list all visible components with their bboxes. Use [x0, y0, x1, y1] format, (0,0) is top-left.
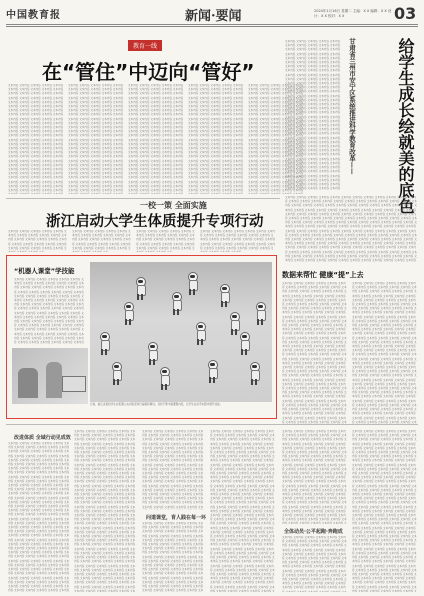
lead-col-6: 文本内容 文本内容 文本内容 文本内容 文本内容 文本内容 文本内容 文本内容 文本内容 文本内容 文本内容 文本内容 文本内容 文本内容 文本内容 文本内容 文本内容 文本内容 文本内容 文本内容 文本内容 文本内容 文本内容 文本内容 文本内容 文本内容 文本内容 文本内容 文本内容 文本内容 文本内容 文本内容 文本内容 文本内容 文本内容 文本内容 文本内容 文本内容 文本内容 文本内容 文本内容 文本内容 文本内容 文本内容 文本内容 文本内容 文本内容 文本内容 文本内容 文本内容 文本内容 文本内容 文本内容 文本内容 文本内容 文本内容 文本内容 文本内容 文本内容 文本内容 文本内容 文本内容 文本内容 文本内容 文本内容 文本内容 文本内容 文本内容 文本内容 文本内容 文本内容 文本内容 文本内容 文本内容 文本内容 文本内容 文本内容 文本内容 文本内容 文本内容 文本内容 文本内容 文本内容 文本内容 文本内容 文本内容 文本内容 文本内容 文本内容 文本内容 文本内容 文本内容 文本内容 文本内容 文本内容 文本内容 文本内容 文本内容 文本内容 文本内容 文本内容 文本内容 文本内容 文本内容 文本内容 文本内容 文本内容 文本内容 文本内容 文本内容 文本内容 文本内容 文本内容 文本内容 文本内容 文本内容 文本内容 文本内容 文本内容 文本内容 文本内容 文本内容 文本内容 文本内容 文本内容 文本内容 文本内容 文本内容 文本内容 文本内容 文本内容 文本内容 文本内容 文本内容 文本内容 文本内容 文本内容 文本内容 文本内容 文本内容 文本内容 文本内容 文本内容 文本内容 文本内容 文本内容 文本内容 文本内容 文本内容 文本内容 文本内容 文本内容 文本内容 文本内容 文本内容 文本内容 文本内容 文本内容 文本内容 文本内容 文本内容 文本内容 文本内容 文本内容 文本内容 文本内容 文本内容 文本内容 文本内容 文本内容 文本内容 文本内容 文本内容 文本内容 文本内容 文本内容 文本内容 文本内容 文本内容 文本内容 [285, 40, 341, 190]
header-rule-2 [6, 26, 418, 27]
header-rule [6, 24, 418, 25]
robot-photo [90, 262, 272, 402]
bottom-col-2: 文本内容 文本内容 文本内容 文本内容 文本内容 文本内容 文本内容 文本内容 文本内容 文本内容 文本内容 文本内容 文本内容 文本内容 文本内容 文本内容 文本内容 文本内容 文本内容 文本内容 文本内容 文本内容 文本内容 文本内容 文本内容 文本内容 文本内容 文本内容 文本内容 文本内容 文本内容 文本内容 文本内容 文本内容 文本内容 文本内容 文本内容 文本内容 文本内容 文本内容 文本内容 文本内容 文本内容 文本内容 文本内容 文本内容 文本内容 文本内容 文本内容 文本内容 文本内容 文本内容 文本内容 文本内容 文本内容 文本内容 文本内容 文本内容 文本内容 文本内容 文本内容 文本内容 文本内容 文本内容 文本内容 文本内容 文本内容 文本内容 文本内容 文本内容 文本内容 文本内容 文本内容 文本内容 文本内容 文本内容 文本内容 文本内容 文本内容 文本内容 文本内容 文本内容 文本内容 文本内容 文本内容 文本内容 文本内容 文本内容 文本内容 文本内容 文本内容 文本内容 文本内容 文本内容 文本内容 文本内容 文本内容 文本内容 文本内容 文本内容 文本内容 文本内容 文本内容 文本内容 文本内容 文本内容 文本内容 文本内容 文本内容 文本内容 文本内容 文本内容 文本内容 文本内容 文本内容 文本内容 文本内容 文本内容 文本内容 文本内容 文本内容 文本内容 文本内容 文本内容 文本内容 文本内容 文本内容 文本内容 文本内容 文本内容 文本内容 文本内容 文本内容 文本内容 文本内容 文本内容 文本内容 文本内容 文本内容 文本内容 文本内容 文本内容 文本内容 文本内容 文本内容 文本内容 文本内容 文本内容 文本内容 文本内容 文本内容 文本内容 文本内容 文本内容 文本内容 文本内容 文本内容 文本内容 文本内容 文本内容 文本内容 文本内容 文本内容 文本内容 文本内容 文本内容 文本内容 文本内容 文本内容 文本内容 文本内容 文本内容 文本内容 文本内容 文本内容 文本内容 文本内容 文本内容 文本内容 文本内容 文本内容 文本内容 文本内容 文本内容 文本内容 文本内容 文本内容 文本内容 文本内容 文本内容 文本内容 文本内容 文本内容 文本内容 文本内容 文本内容 文本内容 文本内容 文本内容 文本内容 文本内容 文本内容 文本内容 文本内容 文本内容 文本内容 文本内容 文本内容 文本内容 文本内容 文本内容 文本内容 文本内容 文本内容 文本 [74, 430, 136, 592]
second-col-3: 文本内容 文本内容 文本内容 文本内容 文本内容 文本内容 文本内容 文本内容 文本内容 文本内容 文本内容 文本内容 文本内容 文本内容 文本内容 文本内容 文本内容 文本内容 文本内容 文本内容 文本内容 文本内容 文本内容 文本内容 文本内容 文本内容 文 [136, 230, 195, 250]
right-col-1: 文本内容 文本内容 文本内容 文本内容 文本内容 文本内容 文本内容 文本内容 文本内容 文本内容 文本内容 文本内容 文本内容 文本内容 文本内容 文本内容 文本内容 文本内容 文本内容 文本内容 文本内容 文本内容 文本内容 文本内容 文本内容 文本内容 文本内容 文本内容 文本内容 文本内容 文本内容 文本内容 文本内容 文本内容 文本内容 文本内容 文本内容 文本内容 文本内容 文本内容 文本内容 文本内容 文本内容 文本内容 文本内容 文本内容 文本内容 文本内容 文本内容 文本内容 文本内容 文本内容 文本内容 文本内容 文本内容 文本内容 文本内容 文本内容 文本内容 文本内容 文本内容 文本内容 文本内容 文本内容 文本内容 文本内容 文本内容 文本内容 文本内容 文本内容 文本内容 文本内容 文本内容 文本内容 文本内容 文本内容 文本内容 文本内容 文本内容 文本内容 文本内容 文本内容 文本内容 文本内容 文本内容 文本内容 文本内容 文本内容 文本内容 文本内容 文本内容 文本内容 文本内容 文本内容 文本内容 文本内容 文本内容 文本内容 文本内容 文本内容 文本内容 文本内容 文本内容 文本内容 文本内容 文本内容 文本内容 文本内容 文本内容 文本内容 文本内容 文本内容 文本内容 文本内容 文本内容 文本内容 文本内容 文本内容 文本内容 文本内容 文本内容 文本内容 文本内容 文本内容 文本内容 文本内容 文本内容 文本内容 文本内容 文本内容 文本内容 文本内容 文本内容 文本内容 文本内容 文本内容 文本内容 文本内容 文本内容 文本内容 文本内容 文本内容 文本内容 文本内容 文本内容 文本内容 文本内容 文本内容 文本内容 文本内容 文本内容 文本内容 文本内容 文本内容 文本内容 文本内容 文本内容 文本内容 文本内容 文本内容 文本内容 文本内容 文本内容 文本内容 文本内容 文本内容 文本内容 文本内容 文本内容 文本内容 文本内容 文本内容 文本内容 文本内容 文本内容 文本内容 文本内容 文本内容 文本内容 文本内容 文本内容 文本内容 文本内容 文本内容 文本内容 文本内容 文本内容 文本内容 文本内容 文本内容 文本内容 文本内容 文本内容 文本内容 文本内容 文本 [282, 282, 347, 424]
vertical-subtitle: 甘肃省兰州市安宁区系统推进科学教育改革—— [348, 38, 356, 175]
bottom-col-6: 文本内容 文本内容 文本内容 文本内容 文本内容 文本内容 文本内容 文本内容 文本内容 文本内容 文本内容 文本内容 文本内容 文本内容 文本内容 文本内容 文本内容 文本内容 文本内容 文本内容 文本内容 文本内容 文本内容 文本内容 文本内容 文本内容 文本内容 文本内容 文本内容 文本内容 文本内容 文本内容 文本内容 文本内容 文本内容 文本内容 文本内容 文本内容 文本内容 文本内容 文本内容 文本内容 文本内容 文本内容 文本内容 文本内容 文本内容 文本内容 文本内容 文本内容 文本内容 文本内容 文本内容 文本内容 文本内容 文本内容 文本内容 文本内容 文本内容 文本内容 文本内容 文本内容 文本内容 文本内容 文本内容 文本内容 文本内容 文本内容 文本内容 文本内容 文本内容 文本内容 文本内容 文本内容 文本内容 文本内容 文本内容 文本内容 文本内容 文本内容 文本内容 文本内容 文本内容 文本内容 文本内容 文本内容 文本内容 文本内容 文本内容 文本内容 文本内容 文本内容 文本内容 文本内容 文本内容 文本内容 文本内容 文本内容 文本内容 文本内容 文本内容 文本内容 文本内容 文本内容 文本内容 文本内容 文本内容 文本内容 文本内容 文本内容 文本内容 文本内容 文本内容 文本内容 文本内容 文本内容 文本内容 文本内容 文本内容 文本内容 文本内容 文本内容 文本内容 文本内容 文本内容 文本内容 文本内容 文本内容 文本内容 文本内容 文本内容 文本内容 文 [282, 430, 347, 524]
bottom-col-7: 文本内容 文本内容 文本内容 文本内容 文本内容 文本内容 文本内容 文本内容 文本内容 文本内容 文本内容 文本内容 文本内容 文本内容 文本内容 文本内容 文本内容 文本内容 文本内容 文本内容 文本内容 文本内容 文本内容 文本内容 文本内容 文本内容 文本内容 文本内容 文本内容 文本内容 文本内容 文本内容 文本内容 文本内容 文本内容 文本内容 文本内容 文本内容 文本内容 文本内容 文本内容 文本内容 文本内容 文本内容 文本内容 文本内容 文本内容 文本内容 文本内容 文本内容 文本内容 文本内容 文本内容 文本内容 文本内容 文本内容 文本内容 文本内容 文本内容 文本内容 文本内容 文本内容 文本内容 文本内容 文本内容 文本内容 文本内容 文本内容 文本内容 文本内容 文本内容 文本内容 文本内容 文本内容 文本内 [282, 536, 347, 590]
featured-text: 文本内容 文本内容 文本内容 文本内容 文本内容 文本内容 文本内容 文本内容 文本内容 文本内容 文本内容 文本内容 文本内容 文本内容 文本内容 文本内容 文本内容 文本内容 文本内容 文本内容 文本内容 文本内容 文本内容 文本内容 文本内容 文本内容 文本内容 文本内容 文本内容 文本内容 文本内容 文本内容 文本内容 文本内容 文本内容 文本内容 文本内容 文本内容 文本内容 文本内容 文本内容 文本内容 文本内容 文本内容 文本内容 文本内容 文本内容 文本内容 文本内容 文本内容 文本内容 文本内容 文本内容 文本内容 文本内容 文本内容 文本内容 文本内容 文本内容 文本内容 文本内容 文本内容 文本内容 文本内容 文本内容 文本内容 文本内容 文本内容 文本内容 文本内容 文本内容 文本内容 文本内容 文本内容 文本内容 文本内容 文本内容 文本内容 文本内容 文本内容 文本内容 文本内容 文本内容 文本内容 文本内容 文本内容 文本内容 文本内容 文本内容 文本内容 文本内容 文本内容 文本内容 文本内容 文本内容 文本内容 文本内容 文本内容 文本内容 文本内容 [14, 278, 84, 344]
bottom-col-4: 文本内容 文本内容 文本内容 文本内容 文本内容 文本内容 文本内容 文本内容 文本内容 文本内容 文本内容 文本内容 文本内容 文本内容 文本内容 文本内容 文本内容 文本内容 文本内容 文本内容 文本内容 文本内容 文本内容 文本内容 文本内容 文本内容 文本内容 文本内容 文本内容 文本内容 文本内容 文本内容 文本内容 文本内容 文本内容 文本内容 文本内容 文本内容 文本内容 文本内容 文本内容 文本内容 文本内容 文本内容 文本内容 文本内容 文本内容 文本内容 文本内容 文本内容 文本内容 文本内容 文本内容 文本内容 文本内容 文本内容 文本内容 文本内容 文本内容 文本内容 文本内容 文本内容 文本内容 文本内容 文本内容 文本内容 文本内容 文本内容 文本内容 文本内容 文本内容 文本内容 文本内容 文本内容 文本内容 文本内容 文本内容 文本内容 文本内容 文本内容 文本内容 文本内容 文本内容 文本内容 文本内容 文本内容 文本内容 文本内容 文本内容 文本内容 文本内容 文本内容 文本内容 文本 [142, 522, 204, 592]
lead-tag: 教育一线 [128, 40, 162, 51]
bottom-col-3: 文本内容 文本内容 文本内容 文本内容 文本内容 文本内容 文本内容 文本内容 文本内容 文本内容 文本内容 文本内容 文本内容 文本内容 文本内容 文本内容 文本内容 文本内容 文本内容 文本内容 文本内容 文本内容 文本内容 文本内容 文本内容 文本内容 文本内容 文本内容 文本内容 文本内容 文本内容 文本内容 文本内容 文本内容 文本内容 文本内容 文本内容 文本内容 文本内容 文本内容 文本内容 文本内容 文本内容 文本内容 文本内容 文本内容 文本内容 文本内容 文本内容 文本内容 文本内容 文本内容 文本内容 文本内容 文本内容 文本内容 文本内容 文本内容 文本内容 文本内容 文本内容 文本内容 文本内容 文本内容 文本内容 文本内容 文本内容 文本内容 文本内容 文本内容 文本内容 文本内容 文本内容 文本内容 文本内容 文本内容 文本内容 文本内容 文本内容 文本内容 文本内容 文本内容 文本内容 文本内容 文本内容 文本内容 文本内容 文本内容 文本内容 文本内容 文本内容 文本内容 文本内容 文本内容 文本内容 文本内容 文本内容 文本内容 文本内容 文本内容 文本内容 文本内容 文本内容 文本内容 文本 [142, 430, 204, 509]
right-col-2: 文本内容 文本内容 文本内容 文本内容 文本内容 文本内容 文本内容 文本内容 文本内容 文本内容 文本内容 文本内容 文本内容 文本内容 文本内容 文本内容 文本内容 文本内容 文本内容 文本内容 文本内容 文本内容 文本内容 文本内容 文本内容 文本内容 文本内容 文本内容 文本内容 文本内容 文本内容 文本内容 文本内容 文本内容 文本内容 文本内容 文本内容 文本内容 文本内容 文本内容 文本内容 文本内容 文本内容 文本内容 文本内容 文本内容 文本内容 文本内容 文本内容 文本内容 文本内容 文本内容 文本内容 文本内容 文本内容 文本内容 文本内容 文本内容 文本内容 文本内容 文本内容 文本内容 文本内容 文本内容 文本内容 文本内容 文本内容 文本内容 文本内容 文本内容 文本内容 文本内容 文本内容 文本内容 文本内容 文本内容 文本内容 文本内容 文本内容 文本内容 文本内容 文本内容 文本内容 文本内容 文本内容 文本内容 文本内容 文本内容 文本内容 文本内容 文本内容 文本内容 文本内容 文本内容 文本内容 文本内容 文本内容 文本内容 文本内容 文本内容 文本内容 文本内容 文本内容 文本内容 文本内容 文本内容 文本内容 文本内容 文本内容 文本内容 文本内容 文本内容 文本内容 文本内容 文本内容 文本内容 文本内容 文本内容 文本内容 文本内容 文本内容 文本内容 文本内容 文本内容 文本内容 文本内容 文本内容 文本内容 文本内容 文本内容 文本内容 文本内容 文本内容 文本内容 文本内容 文本内容 文本内容 文本内容 文本内容 文本内容 文本内容 文本内容 文本内容 文本内容 文本内容 文本内容 文本内容 文本内容 文本内容 文本内容 文本内容 文本内容 文本内容 文本内容 文本内容 文本内容 文本内容 文本内容 文本内容 文本内容 文本内容 文本内容 文本内容 文本内容 文本内容 文本内容 文本内容 文本内容 文本内容 文本内容 文本内容 文本内容 文本内容 文本内容 文本内容 文本内容 文本内容 文本内容 文本内容 文本内容 文本内容 文本内容 文本内容 文本内容 文本内容 文本内容 文本内容 文本内容 文本内容 文本内容 文本内容 文本内容 文本内容 文本内容 文本内容 文本 [352, 282, 417, 424]
bottom-col-8: 文本内容 文本内容 文本内容 文本内容 文本内容 文本内容 文本内容 文本内容 文本内容 文本内容 文本内容 文本内容 文本内容 文本内容 文本内容 文本内容 文本内容 文本内容 文本内容 文本内容 文本内容 文本内容 文本内容 文本内容 文本内容 文本内容 文本内容 文本内容 文本内容 文本内容 文本内容 文本内容 文本内容 文本内容 文本内容 文本内容 文本内容 文本内容 文本内容 文本内容 文本内容 文本内容 文本内容 文本内容 文本内容 文本内容 文本内容 文本内容 文本内容 文本内容 文本内容 文本内容 文本内容 文本内容 文本内容 文本内容 文本内容 文本内容 文本内容 文本内容 文本内容 文本内容 文本内容 文本内容 文本内容 文本内容 文本内容 文本内容 文本内容 文本内容 文本内容 文本内容 文本内容 文本内容 文本内容 文本内容 文本内容 文本内容 文本内容 文本内容 文本内容 文本内容 文本内容 文本内容 文本内容 文本内容 文本内容 文本内容 文本内容 文本内容 文本内容 文本内容 文本内容 文本内容 文本内容 文本内容 文本内容 文本内容 文本内容 文本内容 文本内容 文本内容 文本内容 文本内容 文本内容 文本内容 文本内容 文本内容 文本内容 文本内容 文本内容 文本内容 文本内容 文本内容 文本内容 文本内容 文本内容 文本内容 文本内容 文本内容 文本内容 文本内容 文本内容 文本内容 文本内容 文本内容 文本内容 文本内容 文本内容 文本内容 文本内容 文本内容 文本内容 文本内容 文本内容 文本内容 文本内容 文本内容 文本内容 文本内容 文本内容 文本内容 文本内容 文本内容 文本内容 文本内容 文本内容 文本内容 文本内容 文本内容 文本内容 文本内容 文本内容 文本内容 文本内容 文本内容 文本内容 文本内容 文本内容 文本内容 文本内容 文本内容 文本内容 文本内容 文本内容 文本内容 文本内容 文本内容 文本内容 文本内容 文本内容 文本内容 文本内容 文本内容 文本内容 文本内容 文本内容 文本内容 文本内容 文本内容 文本内容 文本内容 文本内容 文本内容 文本内容 文本内容 文本内容 文本内容 文本内容 文本内容 文本内容 文本内容 文本内容 文本内容 文本内容 文本内容 文本内容 文本内容 文本内容 文本内容 文本内容 文本内容 文本内容 文本内容 文本内容 文本内容 文本内容 文本内容 文本内容 文本内容 文本内容 文本内容 文本内容 文本内容 文本内容 文本内容 文本内容 文本内容 文本内容 文本内容 文本内容 文本内容 文本内容 文本内容 文 [352, 430, 417, 592]
bottom-headline-1: 改进体质 全域行动见成效 [14, 435, 71, 441]
bottom-divider [6, 424, 418, 425]
header-meta: 2024年1月16日 星期二 主编：X X 编辑：X X 设计：X X 校对：X X [314, 9, 392, 18]
page-number: 03 [394, 4, 417, 23]
lead-headline: 在“管住”中迈向“管好” [42, 60, 255, 84]
vertical-story-col: 文本内容 文本内容 文本内容 文本内容 文本内容 文本内容 文本内容 文本内容 文本内容 文本内容 文本内容 文本内容 文本内容 文本内容 文本内容 文本内容 文本内容 文本内容 文本内容 文本内容 文本内容 文本内容 文本内容 文本内容 文本内容 文本内容 文本内容 文本内容 文本内容 文本内容 文本内容 文本内容 文本内容 文本内容 文本内容 文本内容 文本内容 文本内容 文本内容 文本内容 文本内容 文本内容 文本内容 文本内容 文本内容 文本内容 文本内容 文本内容 文本内容 文本内容 文本内容 文本内容 文本内容 文本内容 文本内容 文本内容 文本内容 文本内容 文本内容 文本内容 文本内容 文本内容 文本内容 文本内容 文本内容 文本内容 文本内容 文本内容 文本内容 文本内容 文本内容 文本内容 文本内容 文本内容 文本内容 文本内容 文本内容 文本内容 文本内容 文本内容 文本内容 文本内容 文本内容 文本内容 文本内容 文本内容 文本内容 文本内容 文本内容 文本内容 文本内容 文本内容 文本内容 文本内容 文本内容 文本内容 文本内容 文本内容 文本内容 文本内容 文本内容 文本内容 文本内容 文本内容 文本内容 文本内容 文本内容 文本内容 文本内容 文本内容 文本内容 文本内容 文本内容 文本内容 文本内容 文本内容 文本内容 文本内容 文本内容 文本内容 文本内容 文本内容 文本内容 文本内容 文本内容 文本内容 文本内容 文本内容 文本内容 文本内容 文本内容 文本内容 文本内容 文本内容 文本内容 文本内容 文本内容 文本内容 文本内容 文本内容 文本内容 文本内容 文本内容 文本内容 文本内容 文本内容 文本内容 文本内容 文本内容 文本内容 文本内容 文本内容 文本内容 文本内容 文本内容 文本内容 文本内容 文本内容 文本内容 文本内容 文本内容 文本内容 文本内容 文本内容 文本内容 文本内容 文本内容 文本内容 文本内容 文本内容 文本内容 文本内容 文本内容 文本内容 文本内容 文本内容 文本内容 文本内容 文本内容 文本内容 文本内容 文本内容 文本内容 文本内容 文本内容 文本内容 文本内容 文本内容 [285, 196, 417, 262]
lead-col-5: 文本内容 文本内容 文本内容 文本内容 文本内容 文本内容 文本内容 文本内容 文本内容 文本内容 文本内容 文本内容 文本内容 文本内容 文本内容 文本内容 文本内容 文本内容 文本内容 文本内容 文本内容 文本内容 文本内容 文本内容 文本内容 文本内容 文本内容 文本内容 文本内容 文本内容 文本内容 文本内容 文本内容 文本内容 文本内容 文本内容 文本内容 文本内容 文本内容 文本内容 文本内容 文本内容 文本内容 文本内容 文本内容 文本内容 文本内容 文本内容 文本内容 文本内容 文本内容 文本内容 文本内容 文本内容 文本内容 文本内容 文本内容 文本内容 文本内容 文本内容 文本内容 文本内容 文本内容 文本内容 文本内容 文本内容 文本内容 文本内容 文本内容 文本内容 文本内容 文本内容 文本内容 文本内容 文本内容 文本内容 文本内容 文本内容 文本内容 文本内容 文本内容 文本内容 文本内容 文本内容 文本内容 文本内容 文本内容 文本内容 文本内容 文本内容 文本内容 文本内容 文本内容 文本内容 文本内容 文本内容 文本内容 文本内容 文本内容 文本内容 文本内容 文本内容 文本内容 文本内容 文本内容 文本内容 文本内容 文本内容 文本内容 文本内容 文本内容 文本内容 文本内容 文本内容 文本内容 文本内容 文本内容 文本内容 文本内容 文本内容 文本内容 文本内容 文本内容 文本内容 文本内容 文本内容 文本内容 文本内容 文本内容 文本内容 [248, 84, 304, 193]
classroom-photo [12, 348, 88, 404]
second-col-2: 文本内容 文本内容 文本内容 文本内容 文本内容 文本内容 文本内容 文本内容 文本内容 文本内容 文本内容 文本内容 文本内容 文本内容 文本内容 文本内容 文本内容 文本内容 文本内容 文本内容 文本内容 文本内容 文本内容 文本内容 文本内容 文本内容 文 [72, 230, 131, 250]
right-story-headline: 数据来帮忙 健康“提”上去 [282, 271, 364, 279]
second-col-1: 文本内容 文本内容 文本内容 文本内容 文本内容 文本内容 文本内容 文本内容 文本内容 文本内容 文本内容 文本内容 文本内容 文本内容 文本内容 文本内容 文本内容 文本内容 文本内容 文本内容 文本内容 文本内容 文本内容 文本内容 文本内容 文本内容 文 [8, 230, 67, 250]
lead-col-1: 文本内容 文本内容 文本内容 文本内容 文本内容 文本内容 文本内容 文本内容 文本内容 文本内容 文本内容 文本内容 文本内容 文本内容 文本内容 文本内容 文本内容 文本内容 文本内容 文本内容 文本内容 文本内容 文本内容 文本内容 文本内容 文本内容 文本内容 文本内容 文本内容 文本内容 文本内容 文本内容 文本内容 文本内容 文本内容 文本内容 文本内容 文本内容 文本内容 文本内容 文本内容 文本内容 文本内容 文本内容 文本内容 文本内容 文本内容 文本内容 文本内容 文本内容 文本内容 文本内容 文本内容 文本内容 文本内容 文本内容 文本内容 文本内容 文本内容 文本内容 文本内容 文本内容 文本内容 文本内容 文本内容 文本内容 文本内容 文本内容 文本内容 文本内容 文本内容 文本内容 文本内容 文本内容 文本内容 文本内容 文本内容 文本内容 文本内容 文本内容 文本内容 文本内容 文本内容 文本内容 文本内容 文本内容 文本内容 文本内容 文本内容 文本内容 文本内容 文本内容 文本内容 文本内容 文本内容 文本内容 文本内容 文本内容 文本内容 文本内容 文本内容 文本内容 文本内容 文本内容 文本内容 文本内容 文本内容 文本内容 文本内容 文本内容 文本内容 文本内容 文本内容 文本内容 文本内容 文本内容 文本内容 文本内容 文本内容 文本内容 文本内容 文本内容 文本内容 文本内容 文本内容 文本内容 文本内容 文本内容 文本内容 文本内容 [8, 84, 64, 193]
section-title: 新闻·要闻 [185, 9, 242, 24]
second-kicker: 一校一策 全面实施 [140, 201, 207, 210]
featured-caption: 日前，浙江省某校学生在机器人实训室里进行编程和调试。该校不断丰富课程内容，让学生在动手实践中提升技能。 [90, 403, 223, 406]
divider [6, 198, 280, 199]
bottom-headline-3: 全体动员·公平起跑·奔跑成 [284, 529, 343, 535]
bottom-headline-2: 问道课堂，育人践在每一环 [146, 515, 207, 521]
second-headline: 浙江启动大学生体质提升专项行动 [46, 214, 264, 230]
vertical-headline: 给学生成长绘就美的底色 [396, 38, 415, 214]
lead-col-4: 文本内容 文本内容 文本内容 文本内容 文本内容 文本内容 文本内容 文本内容 文本内容 文本内容 文本内容 文本内容 文本内容 文本内容 文本内容 文本内容 文本内容 文本内容 文本内容 文本内容 文本内容 文本内容 文本内容 文本内容 文本内容 文本内容 文本内容 文本内容 文本内容 文本内容 文本内容 文本内容 文本内容 文本内容 文本内容 文本内容 文本内容 文本内容 文本内容 文本内容 文本内容 文本内容 文本内容 文本内容 文本内容 文本内容 文本内容 文本内容 文本内容 文本内容 文本内容 文本内容 文本内容 文本内容 文本内容 文本内容 文本内容 文本内容 文本内容 文本内容 文本内容 文本内容 文本内容 文本内容 文本内容 文本内容 文本内容 文本内容 文本内容 文本内容 文本内容 文本内容 文本内容 文本内容 文本内容 文本内容 文本内容 文本内容 文本内容 文本内容 文本内容 文本内容 文本内容 文本内容 文本内容 文本内容 文本内容 文本内容 文本内容 文本内容 文本内容 文本内容 文本内容 文本内容 文本内容 文本内容 文本内容 文本内容 文本内容 文本内容 文本内容 文本内容 文本内容 文本内容 文本内容 文本内容 文本内容 文本内容 文本内容 文本内容 文本内容 文本内容 文本内容 文本内容 文本内容 文本内容 文本内容 文本内容 文本内容 文本内容 文本内容 文本内容 文本内容 文本内容 文本内容 文本内容 文本内容 文本内容 文本内容 文本内容 [188, 84, 244, 193]
masthead: 中国教育报 [6, 10, 61, 21]
second-col-4: 文本内容 文本内容 文本内容 文本内容 文本内容 文本内容 文本内容 文本内容 文本内容 文本内容 文本内容 文本内容 文本内容 文本内容 文本内容 文本内容 文本内容 文本内容 文本内容 文本内容 文本内容 文本内容 文本内容 文本内容 文本内容 文本内容 文本内容 文本内容 文本内容 文本内容 文本内容 文本内容 文本内容 文 [200, 230, 275, 250]
featured-title: “机器人课堂”学技能 [14, 267, 75, 275]
lead-col-3: 文本内容 文本内容 文本内容 文本内容 文本内容 文本内容 文本内容 文本内容 文本内容 文本内容 文本内容 文本内容 文本内容 文本内容 文本内容 文本内容 文本内容 文本内容 文本内容 文本内容 文本内容 文本内容 文本内容 文本内容 文本内容 文本内容 文本内容 文本内容 文本内容 文本内容 文本内容 文本内容 文本内容 文本内容 文本内容 文本内容 文本内容 文本内容 文本内容 文本内容 文本内容 文本内容 文本内容 文本内容 文本内容 文本内容 文本内容 文本内容 文本内容 文本内容 文本内容 文本内容 文本内容 文本内容 文本内容 文本内容 文本内容 文本内容 文本内容 文本内容 文本内容 文本内容 文本内容 文本内容 文本内容 文本内容 文本内容 文本内容 文本内容 文本内容 文本内容 文本内容 文本内容 文本内容 文本内容 文本内容 文本内容 文本内容 文本内容 文本内容 文本内容 文本内容 文本内容 文本内容 文本内容 文本内容 文本内容 文本内容 文本内容 文本内容 文本内容 文本内容 文本内容 文本内容 文本内容 文本内容 文本内容 文本内容 文本内容 文本内容 文本内容 文本内容 文本内容 文本内容 文本内容 文本内容 文本内容 文本内容 文本内容 文本内容 文本内容 文本内容 文本内容 文本内容 文本内容 文本内容 文本内容 文本内容 文本内容 文本内容 文本内容 文本内容 文本内容 文本内容 文本内容 文本内容 文本内容 文本内容 文本内容 文本内容 [128, 84, 184, 193]
bottom-col-5: 文本内容 文本内容 文本内容 文本内容 文本内容 文本内容 文本内容 文本内容 文本内容 文本内容 文本内容 文本内容 文本内容 文本内容 文本内容 文本内容 文本内容 文本内容 文本内容 文本内容 文本内容 文本内容 文本内容 文本内容 文本内容 文本内容 文本内容 文本内容 文本内容 文本内容 文本内容 文本内容 文本内容 文本内容 文本内容 文本内容 文本内容 文本内容 文本内容 文本内容 文本内容 文本内容 文本内容 文本内容 文本内容 文本内容 文本内容 文本内容 文本内容 文本内容 文本内容 文本内容 文本内容 文本内容 文本内容 文本内容 文本内容 文本内容 文本内容 文本内容 文本内容 文本内容 文本内容 文本内容 文本内容 文本内容 文本内容 文本内容 文本内容 文本内容 文本内容 文本内容 文本内容 文本内容 文本内容 文本内容 文本内容 文本内容 文本内容 文本内容 文本内容 文本内容 文本内容 文本内容 文本内容 文本内容 文本内容 文本内容 文本内容 文本内容 文本内容 文本内容 文本内容 文本内容 文本内容 文本内容 文本内容 文本内容 文本内容 文本内容 文本内容 文本内容 文本内容 文本内容 文本内容 文本内容 文本内容 文本内容 文本内容 文本内容 文本内容 文本内容 文本内容 文本内容 文本内容 文本内容 文本内容 文本内容 文本内容 文本内容 文本内容 文本内容 文本内容 文本内容 文本内容 文本内容 文本内容 文本内容 文本内容 文本内容 文本内容 文本内容 文本内容 文本内容 文本内容 文本内容 文本内容 文本内容 文本内容 文本内容 文本内容 文本内容 文本内容 文本内容 文本内容 文本内容 文本内容 文本内容 文本内容 文本内容 文本内容 文本内容 文本内容 文本内容 文本内容 文本内容 文本内容 文本内容 文本内容 文本内容 文本内容 文本内容 文本内容 文本内容 文本内容 文本内容 文本内容 文本内容 文本内容 文本内容 文本内容 文本内容 文本内容 文本内容 文本内容 文本内容 文本内容 文本内容 文本内容 文本内容 文本内容 文本内容 文本内容 文本内容 文本内容 文本内容 文本内容 文本内容 文本内容 文本内容 文本内容 文本内容 文本内容 文本内容 文本内容 文本内容 文本内容 文本内容 文本内容 文本内容 文本内容 文本内容 文本内容 文本内容 文本内容 文本内容 文本内容 文本内容 文本内容 文本内容 文本内容 文本内容 文本内容 文本内容 文本内容 文本内容 文本内容 文本内容 文本内容 文本内容 文本内容 文本内容 文本内容 文本内容 文 [210, 430, 275, 592]
bottom-col-1: 文本内容 文本内容 文本内容 文本内容 文本内容 文本内容 文本内容 文本内容 文本内容 文本内容 文本内容 文本内容 文本内容 文本内容 文本内容 文本内容 文本内容 文本内容 文本内容 文本内容 文本内容 文本内容 文本内容 文本内容 文本内容 文本内容 文本内容 文本内容 文本内容 文本内容 文本内容 文本内容 文本内容 文本内容 文本内容 文本内容 文本内容 文本内容 文本内容 文本内容 文本内容 文本内容 文本内容 文本内容 文本内容 文本内容 文本内容 文本内容 文本内容 文本内容 文本内容 文本内容 文本内容 文本内容 文本内容 文本内容 文本内容 文本内容 文本内容 文本内容 文本内容 文本内容 文本内容 文本内容 文本内容 文本内容 文本内容 文本内容 文本内容 文本内容 文本内容 文本内容 文本内容 文本内容 文本内容 文本内容 文本内容 文本内容 文本内容 文本内容 文本内容 文本内容 文本内容 文本内容 文本内容 文本内容 文本内容 文本内容 文本内容 文本内容 文本内容 文本内容 文本内容 文本内容 文本内容 文本内容 文本内容 文本内容 文本内容 文本内容 文本内容 文本内容 文本内容 文本内容 文本内容 文本内容 文本内容 文本内容 文本内容 文本内容 文本内容 文本内容 文本内容 文本内容 文本内容 文本内容 文本内容 文本内容 文本内容 文本内容 文本内容 文本内容 文本内容 文本内容 文本内容 文本内容 文本内容 文本内容 文本内容 文本内容 文本内容 文本内容 文本内容 文本内容 文本内容 文本内容 文本内容 文本内容 文本内容 文本内容 文本内容 文本内容 文本内容 文本内容 文本内容 文本内容 文本内容 文本内容 文本内容 文本内容 文本内容 文本内容 文本内容 文本内容 文本内容 文本内容 文本内容 文本内容 文本内容 文本内容 文本内容 文本内容 文本内容 文本内容 文本内容 文本内容 文本内容 文本内容 文本内容 文本内容 文本内容 文本内容 文本内容 文本内容 文本内容 文本内容 文本内容 文本内容 文本内容 文本内容 文本内容 文本内容 文本内容 文本内容 文本内容 文本内容 文本内容 文本内容 文本内容 文本内容 文本内容 文本内容 文本内容 文本内容 文本内容 文本内容 文本内容 文本内容 [8, 442, 70, 592]
lead-col-2: 文本内容 文本内容 文本内容 文本内容 文本内容 文本内容 文本内容 文本内容 文本内容 文本内容 文本内容 文本内容 文本内容 文本内容 文本内容 文本内容 文本内容 文本内容 文本内容 文本内容 文本内容 文本内容 文本内容 文本内容 文本内容 文本内容 文本内容 文本内容 文本内容 文本内容 文本内容 文本内容 文本内容 文本内容 文本内容 文本内容 文本内容 文本内容 文本内容 文本内容 文本内容 文本内容 文本内容 文本内容 文本内容 文本内容 文本内容 文本内容 文本内容 文本内容 文本内容 文本内容 文本内容 文本内容 文本内容 文本内容 文本内容 文本内容 文本内容 文本内容 文本内容 文本内容 文本内容 文本内容 文本内容 文本内容 文本内容 文本内容 文本内容 文本内容 文本内容 文本内容 文本内容 文本内容 文本内容 文本内容 文本内容 文本内容 文本内容 文本内容 文本内容 文本内容 文本内容 文本内容 文本内容 文本内容 文本内容 文本内容 文本内容 文本内容 文本内容 文本内容 文本内容 文本内容 文本内容 文本内容 文本内容 文本内容 文本内容 文本内容 文本内容 文本内容 文本内容 文本内容 文本内容 文本内容 文本内容 文本内容 文本内容 文本内容 文本内容 文本内容 文本内容 文本内容 文本内容 文本内容 文本内容 文本内容 文本内容 文本内容 文本内容 文本内容 文本内容 文本内容 文本内容 文本内容 文本内容 文本内容 文本内容 文本内容 [68, 84, 124, 193]
